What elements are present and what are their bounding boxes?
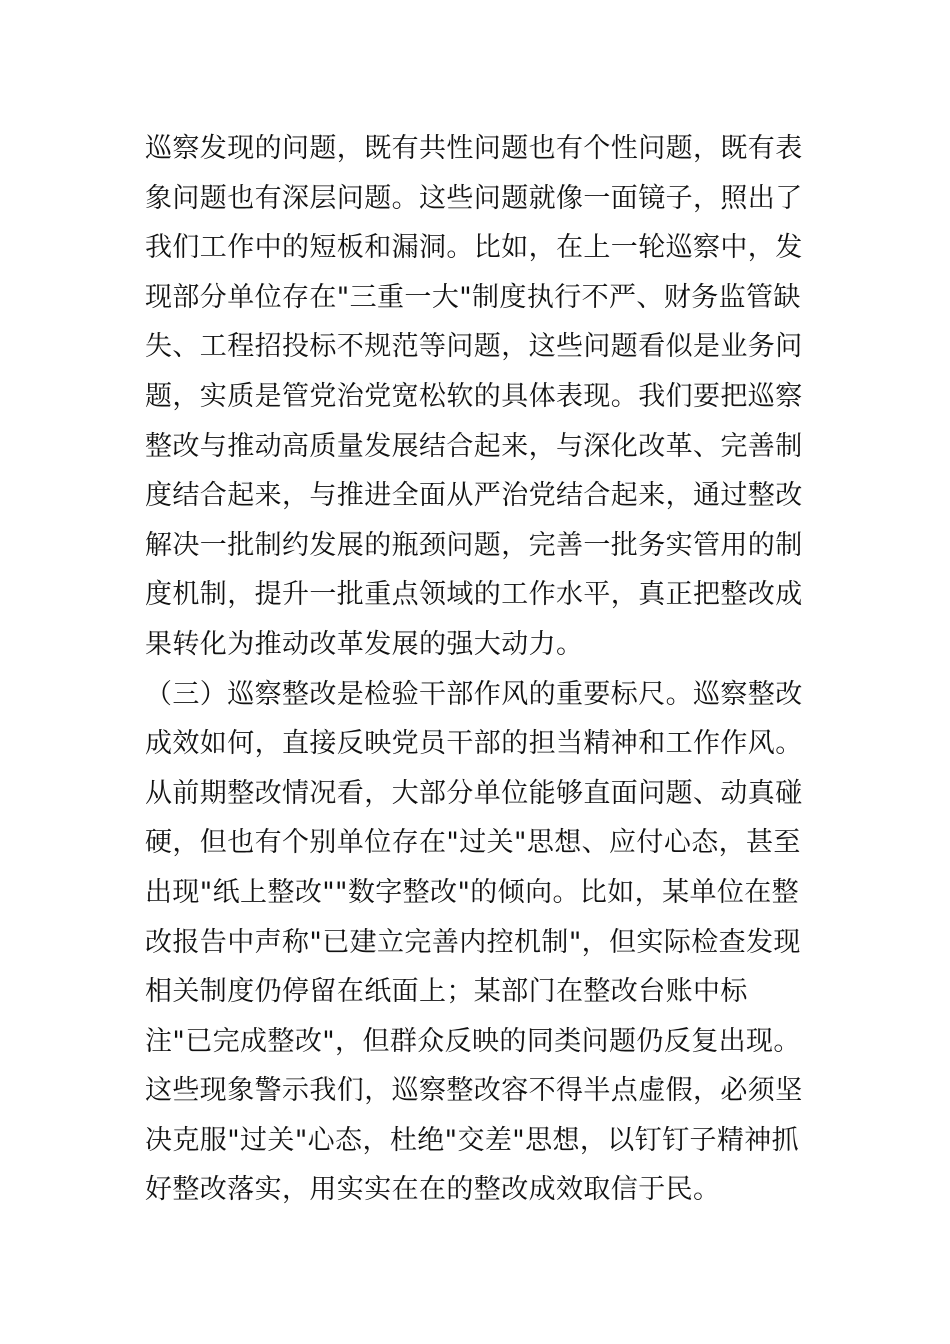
- paragraph-section-three: （三）巡察整改是检验干部作风的重要标尺。巡察整改成效如何，直接反映党员干部的担当精神和工作作风。从前期整改情况看，大部分单位能够直面问题、动真碰硬，但也有个别单位存在"过关"思想、应付心态，甚至出现"纸上整改""数字整改"的倾向。比如，某单位在整改报告中声称"已建立完善内控机制"，但实际检查发现相关制度仍停留在纸面上；某部门在整改台账中标注"已完成整改"，但群众反映的同类问题仍反复出现。这些现象警示我们，巡察整改容不得半点虚假，必须坚决克服"过关"心态，杜绝"交差"思想，以钉钉子精神抓好整改落实，用实实在在的整改成效取信于民。: [145, 678, 803, 1206]
- paragraph-inspection-problems: 巡察发现的问题，既有共性问题也有个性问题，既有表象问题也有深层问题。这些问题就像一面镜子，照出了我们工作中的短板和漏洞。比如，在上一轮巡察中，发现部分单位存在"三重一大"制度执行不严、财务监管缺失、工程招投标不规范等问题，这些问题看似是业务问题，实质是管党治党宽松软的具体表现。我们要把巡察整改与推动高质量发展结合起来，与深化改革、完善制度结合起来，与推进全面从严治党结合起来，通过整改解决一批制约发展的瓶颈问题，完善一批务实管用的制度机制，提升一批重点领域的工作水平，真正把整改成果转化为推动改革发展的强大动力。: [145, 133, 803, 660]
- body-text: [145, 124, 815, 1215]
